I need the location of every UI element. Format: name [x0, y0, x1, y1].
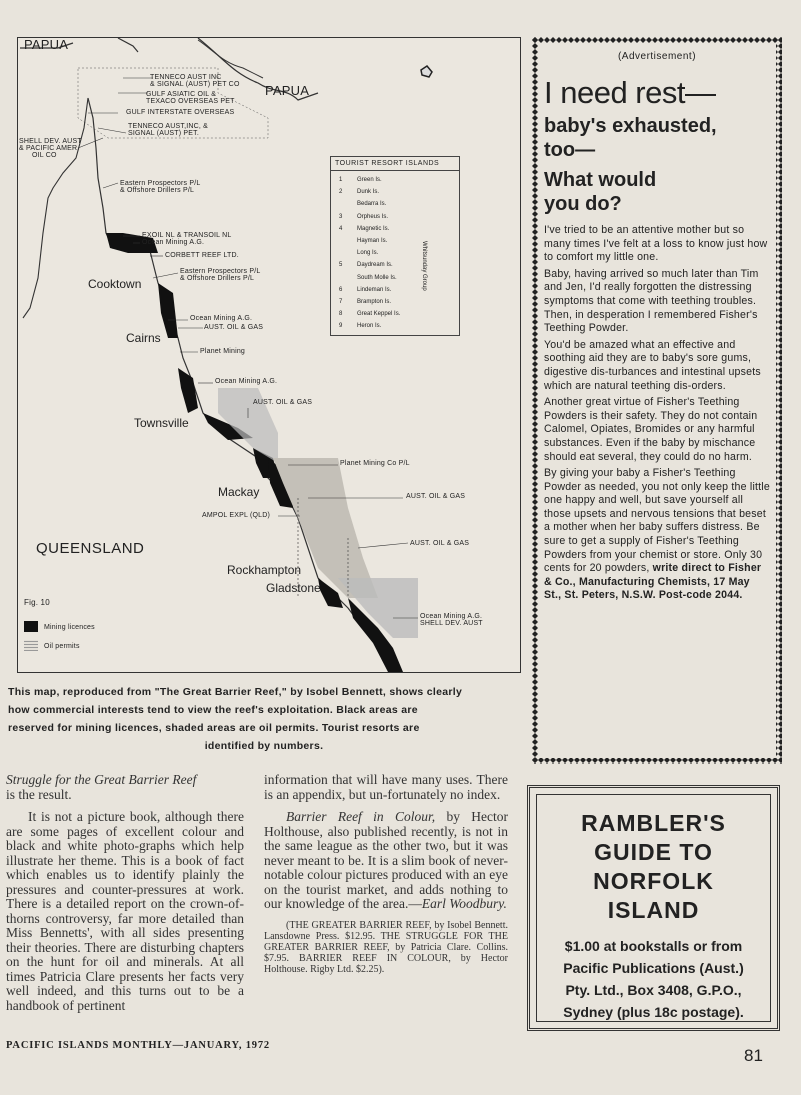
author: Earl Woodbury. — [421, 896, 507, 911]
article-text: by Hector Holthouse, also published recently, is not in the same league as the other two, but it was never meant to be. It is a slim book of never-notable colour pictures produced with an eye on the tourist market, and adds nothing to our knowledge of the area.— — [264, 809, 508, 911]
ad-paragraph: Another great virtue of Fisher's Teething Powders is their safety. They do not contain Calomel, Opiates, Bromides or any harmful substances. Even if the baby by mischance should eat several, they could do no harm. — [544, 396, 758, 463]
town-gladstone: Gladstone — [266, 581, 321, 595]
resort-item — [339, 275, 397, 281]
article-paragraph — [264, 810, 508, 912]
resort-number: 9 — [339, 323, 343, 330]
map-label: SIGNAL (AUST) PET. — [128, 130, 200, 137]
ad-paragraph: You'd be amazed what an effective and soothing aid they are to baby's sore gums, digestive dis-turbances and intestinal upsets which are natural teething dis-orders. — [544, 338, 761, 392]
ramblers-body: $1.00 at bookstalls or from — [564, 938, 743, 954]
resort-name: Heron Is. — [357, 323, 382, 330]
resort-number: 1 — [339, 177, 343, 183]
map-label: & Offshore Drillers P/L — [120, 187, 195, 194]
resort-item — [339, 214, 388, 220]
ramblers-body: Pty. Ltd., Box 3408, G.P.O., — [565, 982, 742, 998]
resort-number: 2 — [339, 189, 343, 196]
town-mackay: Mackay — [218, 485, 260, 499]
resort-name: Long Is. — [357, 250, 379, 257]
region-queensland: QUEENSLAND — [36, 540, 145, 557]
resort-name: Green Is. — [357, 177, 382, 183]
map-label: Eastern Prospectors P/L — [120, 180, 201, 187]
map-label: Eastern Prospectors P/L — [180, 268, 261, 275]
resort-number: 5 — [339, 262, 343, 269]
resort-item — [339, 287, 391, 293]
legend-swatch-oil — [24, 640, 38, 651]
ad-paragraph — [544, 467, 770, 603]
figure-number: Fig. 10 — [24, 598, 50, 607]
map-label: Ocean Mining A.G. — [190, 315, 253, 322]
resort-name: South Molle Is. — [357, 274, 397, 281]
resort-item — [339, 250, 378, 256]
legend-swatch-mining — [24, 621, 38, 632]
resort-name: Hayman Is. — [357, 238, 388, 244]
article-text: It is not a picture book, although there are some pages of excellent colour and black and white photo-graphs which help illustrate her theme. This is a book of fact which enables us to identify plainly the pressures and counter-pressures at work. There is a detailed report on the crown-of-thorns controversy, far more detailed than Miss Bennetts', with all sides presenting their theories. There are disturbing chapters on the hunt for oil and minerals. At all times Patricia Clare presents her facts very well indeed, and this turns out to be a handbook of pertinent — [6, 809, 244, 1013]
caption-line: This map, reproduced from "The Great Barrier Reef," by Isobel Bennett, shows clearly — [8, 686, 463, 698]
page-footer: PACIFIC ISLANDS MONTHLY—JANUARY, 1972 — [6, 1040, 270, 1051]
advertisement-box — [532, 37, 782, 764]
map-label: & PACIFIC AMER. — [19, 145, 80, 152]
map-label: Ocean Mining A.G. — [142, 239, 205, 246]
map-label: TENNECO AUST,INC, & — [128, 123, 209, 130]
legend-mining: Mining licences — [44, 624, 95, 631]
resort-name: Lindeman Is. — [357, 286, 392, 293]
town-cooktown: Cooktown — [88, 277, 142, 291]
map-label: AUST. OIL & GAS — [406, 493, 466, 500]
ad-subhead: baby's exhausted, — [544, 115, 717, 137]
reef-map — [17, 37, 521, 673]
ad-headline: I need rest— — [544, 75, 716, 110]
ramblers-title: NORFOLK — [593, 868, 714, 894]
resort-name: Bedarra Is. — [357, 201, 387, 208]
map-label: TEXACO OVERSEAS PET — [146, 98, 235, 105]
resort-name: Dunk Is. — [357, 189, 380, 196]
map-label: Planet Mining Co P/L — [340, 460, 410, 467]
resort-name: Magnetic Is. — [357, 225, 390, 232]
ad-question: you do? — [544, 193, 622, 215]
map-label: CORBETT REEF LTD. — [165, 252, 239, 259]
ramblers-title: ISLAND — [607, 897, 700, 923]
resort-item — [339, 299, 391, 305]
map-label: Planet Mining — [200, 348, 246, 355]
resort-number: 8 — [339, 311, 343, 318]
map-caption — [8, 683, 520, 755]
page-number: 81 — [744, 1046, 763, 1065]
map-label: AUST. OIL & GAS — [253, 399, 313, 406]
map-label: OIL CO — [32, 152, 57, 159]
map-label: Ocean Mining A.G. — [215, 378, 278, 385]
map-label: & Offshore Drillers P/L — [180, 275, 255, 282]
ad-text: By giving your baby a Fisher's Teething Powder as needed, you not only keep the little one happy and well, but save yourself all those upsets and nervous tensions that beset a mother when her baby suffers distress. Be sure to get a supply of Fisher's Teething Powders from your chemist or store. Only 30 cents for 20 powders, — [544, 467, 770, 575]
resort-item — [339, 189, 379, 195]
book-title: Barrier Reef in Colour, — [286, 809, 436, 824]
article-text: information that will have many uses. There is an appendix, but un-fortunately no index. — [264, 772, 508, 802]
map-label: Ocean Mining A.G. — [420, 613, 483, 620]
map-label-papua-top: PAPUA — [24, 37, 69, 52]
resort-name: Orpheus Is. — [357, 213, 389, 220]
ramblers-body: Sydney (plus 18c postage). — [563, 1004, 744, 1020]
resort-group-label: Whitsunday Group — [421, 241, 427, 291]
ad-label: (Advertisement) — [617, 51, 697, 62]
article-text: is the result. — [6, 786, 72, 802]
map-label: SHELL DEV. AUST — [19, 138, 82, 145]
ad-body — [544, 224, 770, 603]
map-label: EXOIL NL & TRANSOIL NL — [142, 232, 232, 239]
map-label-papua: PAPUA — [265, 83, 310, 98]
town-townsville: Townsville — [134, 416, 189, 430]
map-label: AUST. OIL & GAS — [204, 324, 264, 331]
ramblers-title: GUIDE TO — [594, 839, 713, 865]
resort-number: 4 — [339, 225, 343, 232]
caption-line: reserved for mining licences, shaded areas are oil permits. Tourist resorts are — [8, 722, 420, 734]
resort-name: Great Keppel Is. — [357, 311, 401, 318]
ramblers-body: Pacific Publications (Aust.) — [563, 960, 744, 976]
map-label: & SIGNAL (AUST) PET CO — [150, 81, 240, 88]
map-label: GULF ASIATIC OIL & — [146, 91, 217, 98]
map-label: SHELL DEV. AUST — [420, 620, 483, 627]
caption-line: identified by numbers. — [204, 740, 324, 752]
town-cairns: Cairns — [126, 331, 161, 345]
resort-item — [339, 311, 400, 317]
ad-subhead: too— — [544, 139, 596, 161]
resort-name: Daydream Is. — [357, 262, 393, 269]
resort-number: 3 — [339, 213, 343, 220]
resort-item — [339, 201, 386, 207]
resort-item — [339, 262, 393, 268]
article-column-2 — [264, 773, 508, 983]
town-rockhampton: Rockhampton — [227, 563, 302, 577]
resort-item — [339, 226, 389, 232]
resort-table-header: TOURIST RESORT ISLANDS — [331, 157, 459, 171]
ramblers-title: RAMBLER'S — [581, 810, 726, 836]
ramblers-guide-ad — [527, 785, 780, 1031]
book-title: Struggle for the Great Barrier Reef — [6, 772, 197, 787]
article-column-1 — [6, 773, 244, 1021]
ad-paragraph: I've tried to be an attentive mother but so many times I've felt at a loss to know just how to comfort my little one. — [544, 224, 768, 264]
resort-item — [339, 323, 381, 329]
ad-paragraph: Baby, having arrived so much later than Tim and Jen, I'd really forgotten the distressing symptoms that come with teething troubles. Then, in desperation I remembered Fisher's Teething Powder. — [544, 267, 759, 335]
map-label: TENNECO AUST INC — [150, 74, 222, 81]
caption-line: how commercial interests tend to view the reef's exploitation. Black areas are — [8, 704, 418, 716]
map-label: AMPOL EXPL (QLD) — [202, 512, 271, 519]
resort-islands-table — [330, 156, 460, 336]
book-references: (THE GREATER BARRIER REEF, by Isobel Bennett. Lansdowne Press. $12.95. THE STRUGGLE FOR THE GREATER BARRIER REEF, by Patricia Clare. Collins. $7.95. BARRIER REEF IN COLOUR, by Hector Holthouse. Rigby Ltd. $2.25). — [264, 919, 508, 975]
resort-number: 7 — [339, 299, 343, 305]
resort-name: Brampton Is. — [357, 299, 392, 305]
resort-item — [339, 238, 387, 244]
legend-oil: Oil permits — [44, 643, 80, 650]
ad-address: write direct to Fisher & Co., Manufacturing Chemists, 17 May St., St. Peters, N.S.W. Post-code 2044. — [544, 562, 762, 602]
ad-question: What would — [544, 169, 657, 191]
map-label: AUST. OIL & GAS — [410, 540, 470, 547]
resort-item — [339, 177, 382, 183]
resort-number: 6 — [339, 286, 343, 293]
map-label: GULF INTERSTATE OVERSEAS — [126, 109, 235, 116]
